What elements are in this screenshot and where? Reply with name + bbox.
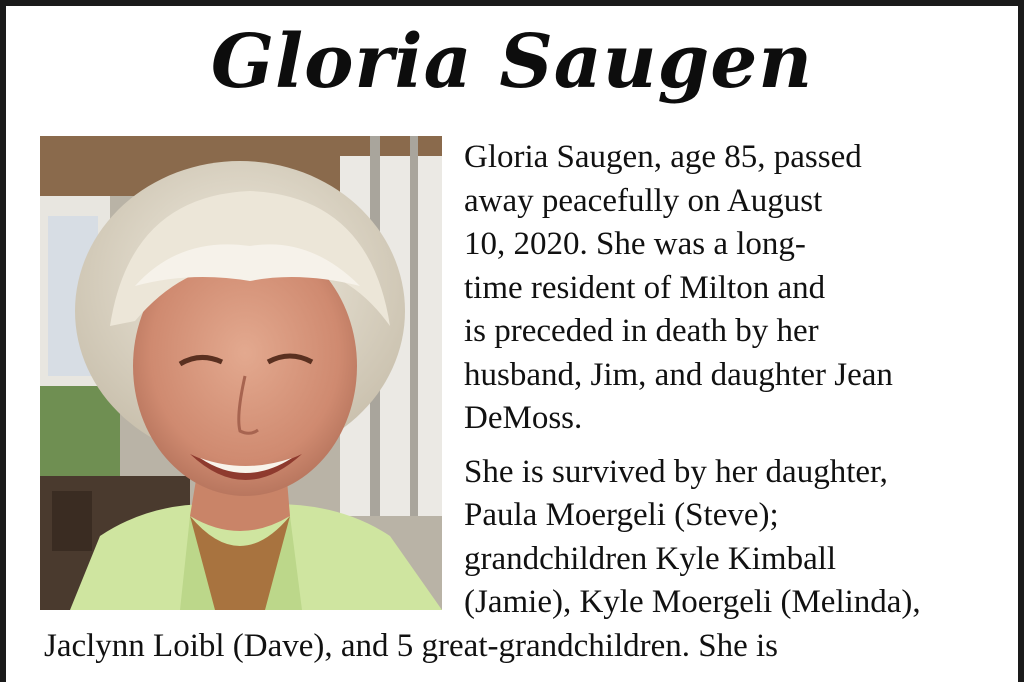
paragraph-2 <box>464 451 1004 625</box>
obituary-name: Gloria Saugen <box>210 19 814 105</box>
paragraph-1 <box>464 136 1004 441</box>
text-line: She is survived by her daughter, <box>464 453 888 490</box>
text-line: time resident of Milton and <box>464 269 826 306</box>
text-line: 10, 2020. She was a long- <box>464 226 806 262</box>
text-line: husband, Jim, and daughter Jean <box>464 356 893 393</box>
text-line: away peacefully on August <box>464 182 823 219</box>
text-line: Gloria Saugen, age 85, passed <box>464 139 862 175</box>
obituary-column-text <box>464 136 1004 625</box>
text-line: Paula Moergeli (Steve); <box>464 497 779 533</box>
paragraph-2-continued <box>44 625 1004 669</box>
text-line: is preceded in death by her <box>464 313 819 349</box>
text-line: DeMoss. <box>464 400 583 436</box>
text-line: (Jamie), Kyle Moergeli (Melinda), <box>464 584 921 620</box>
obituary-wide-text <box>44 625 1004 669</box>
portrait-photo <box>40 136 442 610</box>
text-line: Jaclynn Loibl (Dave), and 5 great-grandchildren. She is <box>44 628 779 664</box>
text-line: grandchildren Kyle Kimball <box>464 540 837 577</box>
